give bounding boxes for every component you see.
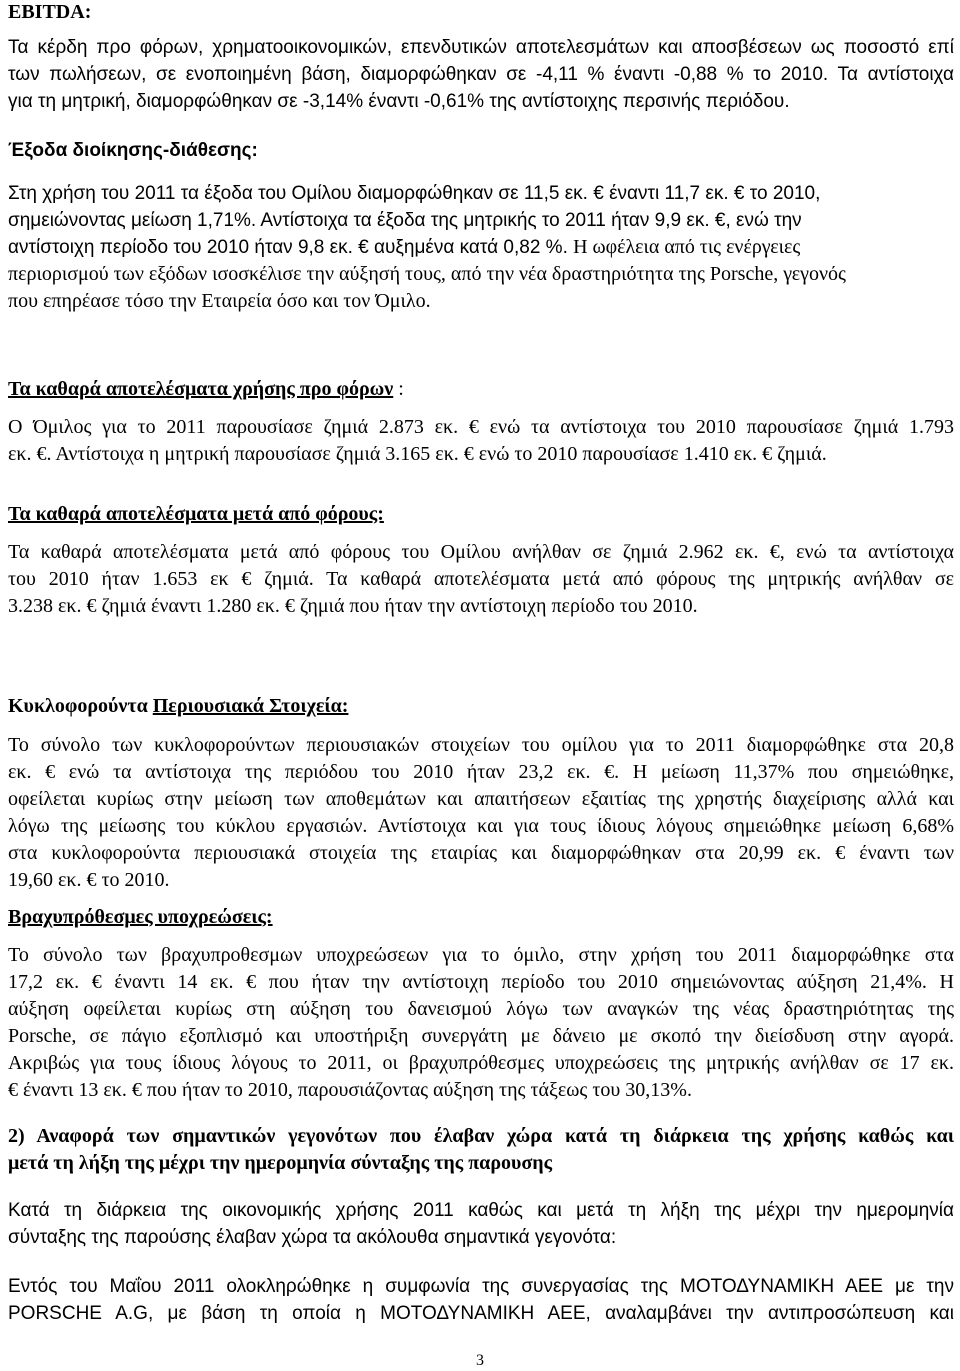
ebitda-text-line: των πωλήσεων, σε ενοποιημένη βάση, διαμορφώθηκαν σε -4,11 % έναντι -0,88 % το 2010. Τα αντίστοιχα [8, 64, 954, 85]
short-term-liabilities-section [8, 904, 954, 931]
section-2-intro-line: Κατά τη διάρκεια της οικονομικής χρήσης 2011 καθώς και μετά τη λήξη της μέχρι την ημερομηνία [8, 1200, 954, 1221]
porsche-agreement-text-line: PORSCHE A.G, με βάση τη οποία η ΜΟΤΟΔΥΝΑΜΙΚΗ ΑΕΕ, αναλαμβάνει την αντιπροσώπευση και [8, 1303, 954, 1324]
ebitda-section [8, 0, 954, 24]
admin-expenses-section [8, 137, 954, 164]
admin-expenses-text-line: σημειώνοντας μείωση 1,71%. Αντίστοιχα τα έξοδα της μητρικής το 2011 ήταν 9,9 εκ. €, ενώ την [8, 210, 802, 231]
porsche-agreement-paragraph [8, 1273, 954, 1327]
short-term-liabilities-text-line: € έναντι 13 εκ. € που ήταν το 2010, παρουσιάζοντας αύξηση της τάξεως του 30,13%. [8, 1079, 692, 1101]
current-assets-text-line: οφείλεται κυρίως στην μείωση των αποθεμάτων και απαιτήσεων εξαιτίας της χρηστής διαχείρισης αλλά και [8, 788, 954, 810]
current-assets-text-line: στα κυκλοφορούντα περιουσιακά στοιχεία της εταιρίας και διαμορφώθηκαν στα 20,99 εκ. € έναντι των [8, 842, 954, 864]
pretax-results-text-line: εκ. €. Αντίστοιχα η μητρική παρουσίασε ζημιά 3.165 εκ. € ενώ το 2010 παρουσίασε 1.410 εκ. € ζημιά. [8, 443, 827, 465]
admin-expenses-paragraph [8, 180, 954, 315]
porsche-agreement-text-line: Εντός του Μαΐου 2011 ολοκληρώθηκε η συμφωνία της συνεργασίας της ΜΟΤΟΔΥΝΑΜΙΚΗ ΑΕΕ με την [8, 1276, 954, 1297]
admin-expenses-heading: Έξοδα διοίκησης-διάθεσης: [8, 140, 258, 161]
current-assets-text-line: Το σύνολο των κυκλοφορούντων περιουσιακών στοιχείων του ομίλου για το 2011 διαμορφώθηκε στα 20,8 [8, 734, 954, 756]
ebitda-paragraph [8, 34, 954, 115]
short-term-liabilities-paragraph [8, 942, 954, 1104]
current-assets-text-line: εκ. € ενώ τα αντίστοιχα της περιόδου του 2010 ήταν 23,2 εκ. €. Η μείωση 11,37% που σημειώθηκε, [8, 761, 954, 783]
current-assets-section [8, 693, 954, 720]
current-assets-heading-part: Περιουσιακά Στοιχεία: [152, 695, 349, 717]
section-2-intro [8, 1197, 954, 1251]
current-assets-text-line: 19,60 εκ. € το 2010. [8, 869, 170, 891]
short-term-liabilities-text-line: 17,2 εκ. € έναντι 14 εκ. € που ήταν την αντίστοιχη περίοδο του 2010 σημειώνοντας αύξηση 21,4%. Η [8, 971, 954, 993]
admin-expenses-text-segment: Η ωφέλεια από τις ενέργειες [573, 236, 801, 258]
aftertax-results-heading: Τα καθαρά αποτελέσματα μετά από φόρους: [8, 503, 384, 525]
aftertax-results-paragraph [8, 539, 954, 620]
current-assets-heading [8, 693, 954, 720]
admin-expenses-text-line: περιορισμού των εξόδων ισοσκέλισε την αύξησή τους, από την νέα δραστηριότητα της Porsche, γεγονός [8, 263, 846, 285]
short-term-liabilities-heading: Βραχυπρόθεσμες υποχρεώσεις: [8, 906, 273, 928]
current-assets-text-line: λόγω της μείωσης του κύκλου εργασιών. Αντίστοιχα και για τους ίδιους λόγους σημειώθηκε μείωση 6,68% [8, 815, 954, 837]
aftertax-results-text-line: του 2010 ήταν 1.653 εκ € ζημιά. Τα καθαρά αποτελέσματα μετά από φόρους της μητρικής ανήλθαν σε [8, 568, 954, 590]
pretax-results-paragraph [8, 414, 954, 468]
admin-expenses-text-line [8, 234, 954, 261]
current-assets-heading-part: Κυκλοφορούντα [8, 695, 148, 717]
section-2-heading [8, 1123, 954, 1177]
section-2-heading-line: μετά τη λήξη της μέχρι την ημερομηνία σύνταξης της παρουσης [8, 1152, 553, 1174]
pretax-results-section [8, 376, 954, 403]
ebitda-text-line: για τη μητρική, διαμορφώθηκαν σε -3,14% έναντι -0,61% της αντίστοιχης περσινής περιόδου. [8, 91, 790, 112]
aftertax-results-section [8, 501, 954, 528]
admin-expenses-text-line: που επηρέασε τόσο την Εταιρεία όσο και τον Όμιλο. [8, 290, 431, 312]
section-2-intro-line: σύνταξης της παρούσης έλαβαν χώρα τα ακόλουθα σημαντικά γεγονότα: [8, 1227, 617, 1248]
short-term-liabilities-text-line: αύξηση οφείλεται κυρίως στη αύξηση του δανεισμού λόγω των αναγκών της νέας δραστηριότητας της [8, 998, 954, 1020]
pretax-results-text-line: Ο Όμιλος για το 2011 παρουσίασε ζημιά 2.873 εκ. € ενώ τα αντίστοιχα του 2010 παρουσίασε ζημιά 1.793 [8, 416, 954, 438]
page-number: 3 [476, 1352, 484, 1369]
admin-expenses-text-line: Στη χρήση του 2011 τα έξοδα του Ομίλου διαμορφώθηκαν σε 11,5 εκ. € έναντι 11,7 εκ. € το 2010, [8, 183, 821, 204]
section-2-heading-line: 2) Αναφορά των σημαντικών γεγονότων που έλαβαν χώρα κατά τη διάρκεια της χρήσης καθώς και [8, 1125, 954, 1147]
pretax-results-heading-title: Τα καθαρά αποτελέσματα χρήσης προ φόρων [8, 378, 394, 400]
short-term-liabilities-text-line: Porsche, σε πάγιο εξοπλισμό και υποστήριξη συνεργάτη με δάνειο με σκοπό την διείσδυση στην αγορά. [8, 1025, 954, 1047]
short-term-liabilities-text-line: Ακριβώς για τους ίδιους λόγους το 2011, οι βραχυπρόθεσμες υποχρεώσεις της μητρικής ανήλθαν σε 17 εκ. [8, 1052, 954, 1074]
aftertax-results-text-line: Τα καθαρά αποτελέσματα μετά από φόρους του Ομίλου ανήλθαν σε ζημιά 2.962 εκ. €, ενώ τα αντίστοιχα [8, 541, 954, 563]
aftertax-results-text-line: 3.238 εκ. € ζημιά έναντι 1.280 εκ. € ζημιά που ήταν την αντίστοιχη περίοδο του 2010. [8, 595, 698, 617]
pretax-results-heading [8, 376, 954, 403]
short-term-liabilities-text-line: Το σύνολο των βραχυπροθεσμων υποχρεώσεων για το όμιλο, στην χρήση του 2011 διαμορφώθηκε στα [8, 944, 954, 966]
pretax-results-heading-colon: : [398, 378, 404, 400]
ebitda-text-line: Τα κέρδη προ φόρων, χρηματοοικονομικών, επενδυτικών αποτελεσμάτων και αποσβέσεων ως ποσοστό επί [8, 37, 954, 58]
ebitda-heading: EBITDA: [8, 1, 92, 23]
current-assets-paragraph [8, 732, 954, 894]
admin-expenses-text-segment: αντίστοιχη περίοδο του 2010 ήταν 9,8 εκ. € αυξημένα κατά 0,82 %. [8, 237, 568, 258]
